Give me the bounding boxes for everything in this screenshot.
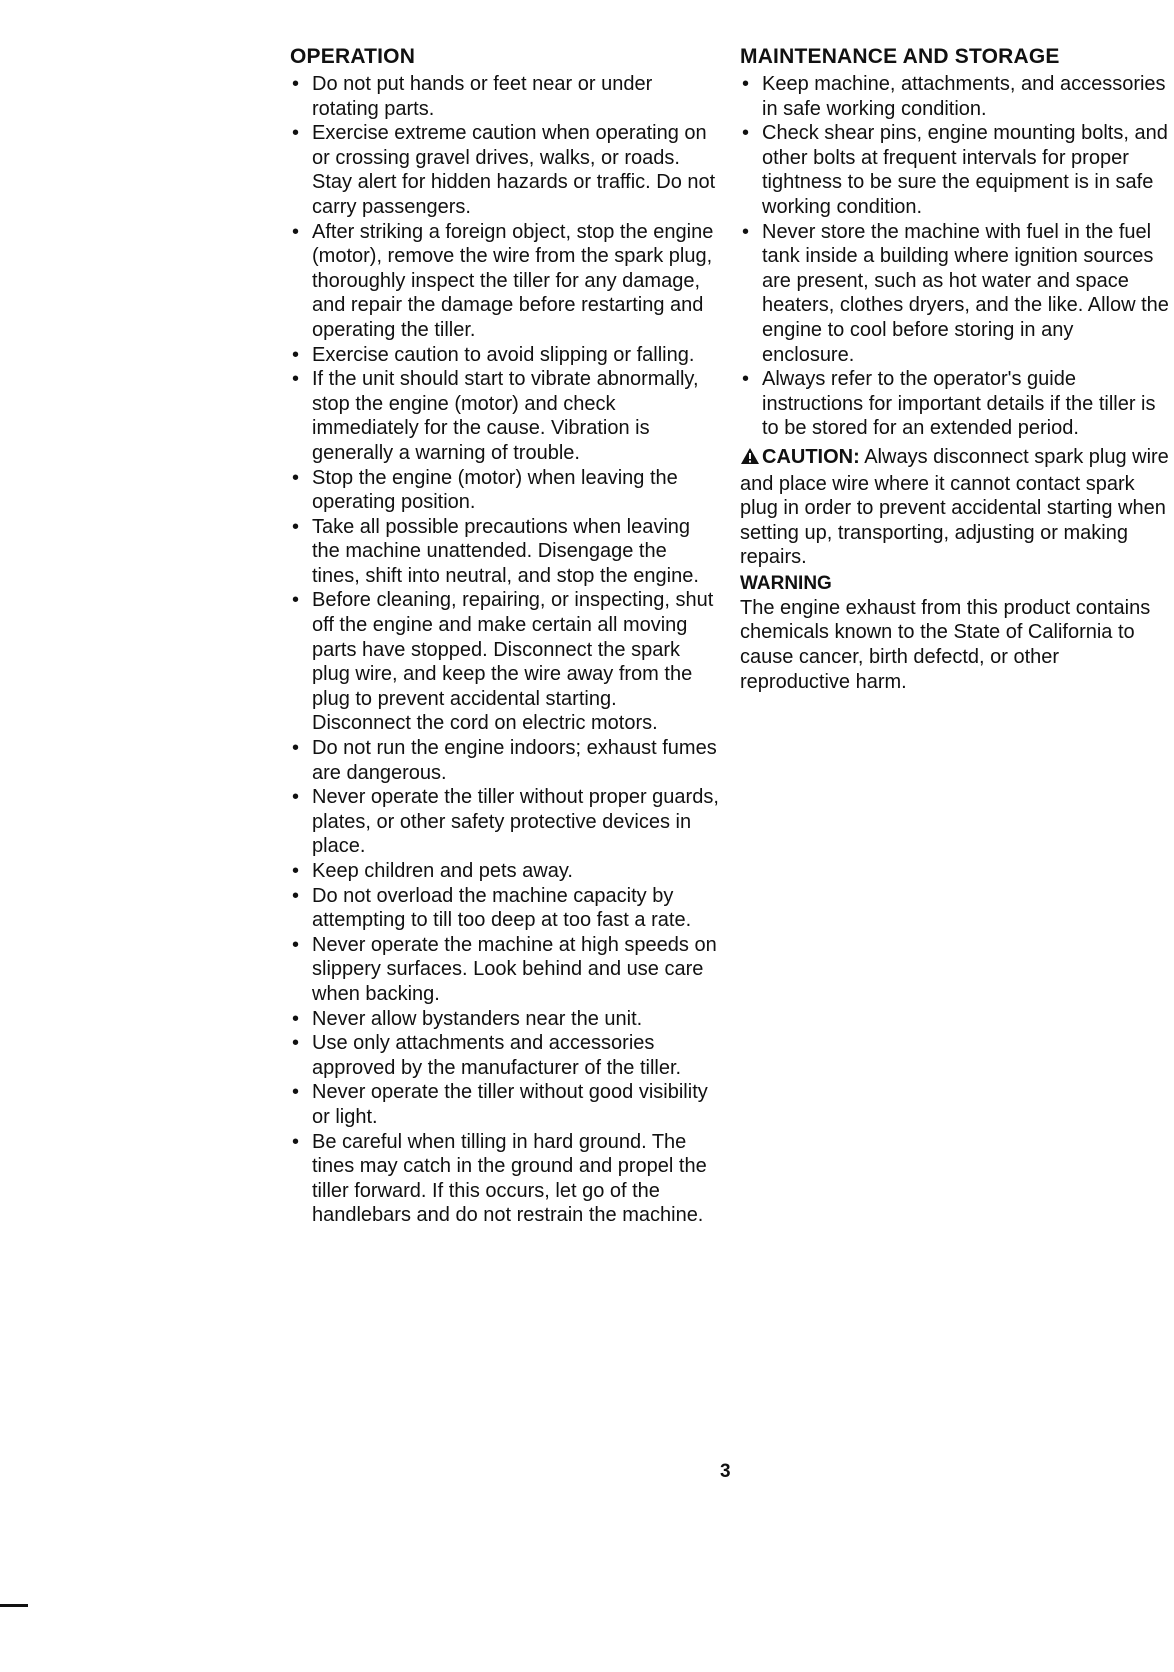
bullet-icon: • [292, 466, 300, 489]
bullet-icon: • [292, 884, 300, 907]
bullet-icon: • [742, 122, 750, 145]
scan-edge-mark [0, 1604, 28, 1607]
bullet-icon: • [292, 515, 300, 538]
list-item: • Keep machine, attachments, and accessories in safe working condition. [742, 73, 1166, 120]
list-item: • If the unit should start to vibrate abnormally, stop the engine (motor) and check immediately for the cause. Vibration is generally a warning of trouble. [292, 368, 699, 464]
operation-list [290, 72, 720, 1228]
maintenance-list [740, 72, 1170, 441]
maintenance-heading: MAINTENANCE AND STORAGE [740, 45, 1060, 68]
list-item: • Exercise extreme caution when operating on or crossing gravel drives, walks, or roads. Stay alert for hidden hazards or traffic. Do not carry passengers. [292, 122, 716, 218]
bullet-icon: • [742, 368, 750, 391]
list-item: • Take all possible precautions when leaving the machine unattended. Disengage the tines, shift into neutral, and stop the engine. [292, 515, 699, 587]
list-item: • Stop the engine (motor) when leaving the operating position. [292, 466, 678, 514]
caution-label: CAUTION: [762, 445, 860, 468]
list-item: • Do not put hands or feet near or under rotating parts. [292, 73, 653, 120]
bullet-icon: • [292, 589, 300, 612]
bullet-icon: • [292, 933, 300, 956]
page-number: 3 [720, 1461, 731, 1482]
bullet-icon: • [292, 122, 300, 145]
warning-triangle-icon [740, 447, 760, 472]
list-item: • Do not overload the machine capacity by attempting to till too deep at too fast a rate. [292, 884, 692, 932]
bullet-icon: • [292, 73, 300, 95]
list-item: • Before cleaning, repairing, or inspecting, shut off the engine and make certain all moving parts have stopped. Disconnect the spark plug wire, and keep the wire away from the plug to prevent accidental starting. Disconnect the cord on electric motors. [292, 589, 714, 735]
maintenance-column [740, 44, 1170, 694]
bullet-icon: • [292, 1007, 300, 1030]
operation-column [290, 44, 720, 1228]
list-item: • After striking a foreign object, stop the engine (motor), remove the wire from the spark plug, thoroughly inspect the tiller for any damage, and repair the damage before restarting and operating the tiller. [292, 220, 714, 341]
list-item: • Exercise caution to avoid slipping or falling. [292, 343, 695, 366]
bullet-icon: • [292, 1032, 300, 1055]
caution-text: Always disconnect spark plug wire and place wire where it cannot contact spark plug in order to prevent accidental starting when setting up, transporting, adjusting or making repairs. [740, 445, 1169, 569]
bullet-icon: • [292, 737, 300, 760]
operation-heading: OPERATION [290, 45, 416, 68]
list-item: • Never operate the tiller without proper guards, plates, or other safety protective devices in place. [292, 786, 719, 858]
list-item: • Never allow bystanders near the unit. [292, 1007, 643, 1030]
bullet-icon: • [292, 1130, 300, 1153]
bullet-icon: • [742, 220, 750, 243]
list-item: • Never store the machine with fuel in the fuel tank inside a building where ignition sources are present, such as hot water and space heaters, clothes dryers, and the like. Allow the engine to cool before storing in any enclosure. [742, 220, 1169, 366]
bullet-icon: • [292, 368, 300, 391]
bullet-icon: • [292, 786, 300, 809]
caution-notice [740, 445, 1170, 570]
bullet-icon: • [292, 860, 300, 882]
list-item: • Always refer to the operator's guide instructions for important details if the tiller is to be stored for an extended period. [742, 368, 1156, 440]
bullet-icon: • [292, 1081, 300, 1104]
list-item: • Keep children and pets away. [292, 860, 573, 882]
list-item: • Use only attachments and accessories approved by the manufacturer of the tiller. [292, 1032, 682, 1079]
warning-heading: WARNING [740, 572, 832, 594]
list-item: • Never operate the machine at high speeds on slippery surfaces. Look behind and use care when backing. [292, 933, 717, 1005]
list-item: • Be careful when tilling in hard ground. The tines may catch in the ground and propel the tiller forward. If this occurs, let go of the handlebars and do not restrain the machine. [292, 1130, 707, 1227]
warning-text: The engine exhaust from this product contains chemicals known to the State of California to cause cancer, birth defectd, or other reproductive harm. [740, 596, 1151, 693]
bullet-icon: • [292, 343, 300, 366]
list-item: • Do not run the engine indoors; exhaust fumes are dangerous. [292, 737, 717, 784]
list-item: • Never operate the tiller without good visibility or light. [292, 1081, 708, 1128]
list-item: • Check shear pins, engine mounting bolts, and other bolts at frequent intervals for proper tightness to be sure the equipment is in safe working condition. [742, 122, 1168, 218]
bullet-icon: • [292, 220, 300, 243]
bullet-icon: • [742, 73, 750, 95]
